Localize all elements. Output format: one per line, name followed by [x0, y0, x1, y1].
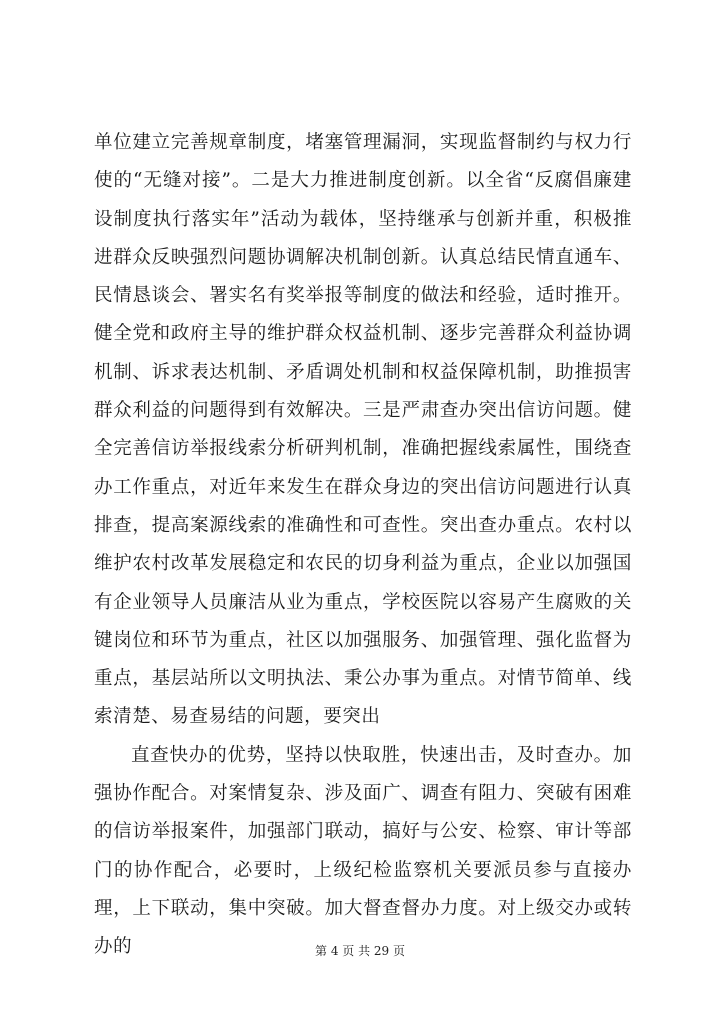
body-paragraph: 单位建立完善规章制度，堵塞管理漏洞，实现监督制约与权力行使的“无缝对接”。二是大力推进制度创新。以全省“反腐倡廉建设制度执行落实年”活动为载体，坚持继承与创新并重，积极推进群众反映强烈问题协调解决机制创新。认真总结民情直通车、民情恳谈会、署实名有奖举报等制度的做法和经验，适时推开。健全党和政府主导的维护群众权益机制、逐步完善群众利益协调机制、诉求表达机制、矛盾调处机制和权益保障机制，助推损害群众利益的问题得到有效解决。三是严肃查办突出信访问题。健全完善信访举报线索分析研判机制，准确把握线索属性，围绕查办工作重点，对近年来发生在群众身边的突出信访问题进行认真排查，提高案源线索的准确性和可查性。突出查办重点。农村以维护农村改革发展稳定和农民的切身利益为重点，企业以加强国有企业领导人员廉洁从业为重点，学校医院以容易产生腐败的关键岗位和环节为重点，社区以加强服务、加强管理、强化监督为重点，基层站所以文明执法、秉公办事为重点。对情节简单、线索清楚、易查易结的问题，要突出 — [94, 132, 632, 728]
document-body — [94, 124, 632, 967]
page-number-footer: 第 4 页 共 29 页 — [315, 944, 405, 958]
body-paragraph: 直查快办的优势，坚持以快取胜，快速出击，及时查办。加强协作配合。对案情复杂、涉及面广、调查有阻力、突破有困难的信访举报案件，加强部门联动，搞好与公安、检察、审计等部门的协作配合，必要时，上级纪检监察机关要派员参与直接办理，上下联动，集中突破。加大督查督办力度。对上级交办或转办的 — [94, 744, 632, 958]
